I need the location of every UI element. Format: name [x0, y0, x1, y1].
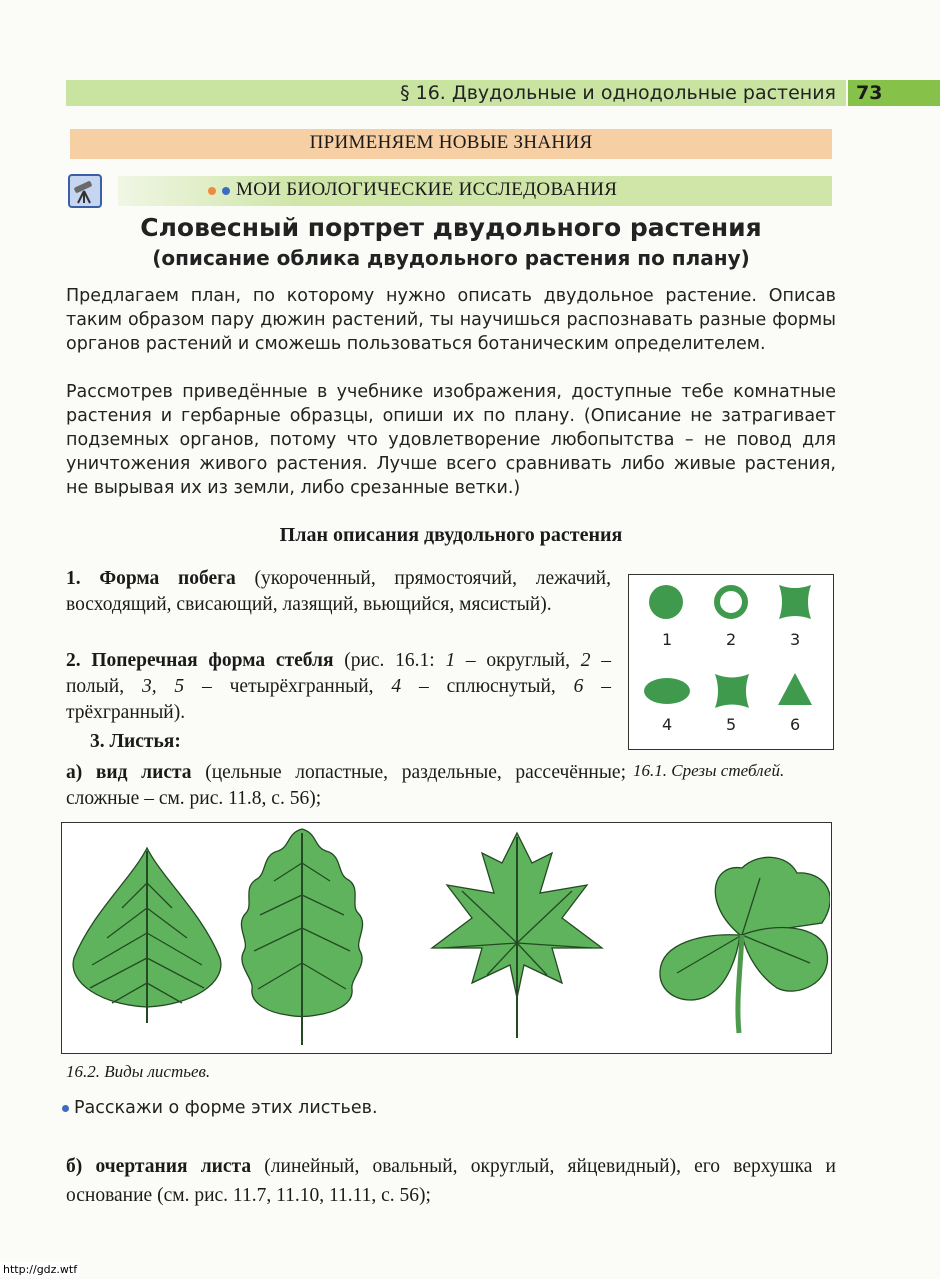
maple-leaf [432, 833, 602, 1038]
cross-section-label: 4 [662, 715, 673, 734]
question-label: Расскажи о форме этих листьев. [74, 1098, 378, 1118]
figure-caption-16-2: 16.2. Виды листьев. [66, 1062, 211, 1081]
intro-paragraph: Предлагаем план, по которому нужно описать двудольное растение. Описав таким образом пару дюжин растений, ты научишься распознавать разные формы органов растений и сможешь пользоваться ботаническим определителем. [66, 286, 836, 354]
blue-dot-icon [222, 187, 230, 195]
plan-item-shoot-form [66, 566, 611, 618]
item-text: – четырёхгранный, [184, 676, 392, 697]
item-text: – трёхгранный). [66, 676, 612, 723]
cross-section-hollow [717, 588, 745, 616]
cross-section-label: 2 [726, 630, 737, 649]
clover-leaf [660, 857, 830, 1033]
item-text: (линейный, овальный, округлый, яйцевидный), его верхушка и основание (см. рис. 11.7, 11.10, 11.11, с. 56); [66, 1156, 836, 1206]
item-text: (укороченный, прямостоячий, лежачий, восходящий, свисающий, лазящий, вьющийся, мясистый). [66, 568, 611, 615]
item-text: (цельные лопастные, раздельные, рассечённые; сложные – см. рис. 11.8, с. 56); [66, 762, 626, 809]
figure-stem-cross-sections [628, 574, 834, 750]
item-number: 4 [391, 676, 402, 697]
telescope-icon [68, 174, 102, 208]
item-text: – сплюснутый, [401, 676, 574, 697]
item-number: 6 [573, 676, 584, 697]
birch-leaf [73, 848, 221, 1023]
plan-item-leaf-outline [66, 1152, 836, 1210]
watermark: http://gdz.wtf [0, 1262, 80, 1277]
plan-title: План описания двудольного растения [279, 524, 623, 546]
research-banner-text [208, 179, 617, 201]
section-title: § 16. Двудольные и однодольные растения [400, 82, 836, 104]
oak-leaf [241, 829, 362, 1045]
item-number: 2 [580, 650, 591, 671]
plan-item-leaf-type [66, 760, 626, 812]
figure-caption-16-1: 16.1. Срезы стеблей. [633, 761, 785, 780]
orange-dot-icon [208, 187, 216, 195]
plan-item-leaves [90, 729, 181, 755]
item-heading: 2. Поперечная форма стебля [66, 650, 334, 671]
item-text: – округлый, [455, 650, 581, 671]
item-number: 1 [445, 650, 456, 671]
article-subtitle: (описание облика двудольного растения по плану) [152, 246, 750, 270]
cross-section-flat [644, 678, 690, 704]
figure-leaf-types [61, 822, 832, 1054]
item-heading: 1. Форма побега [66, 568, 236, 589]
cross-section-label: 3 [790, 630, 801, 649]
page-number: 73 [848, 80, 940, 106]
item-text: (рис. 16.1: [333, 650, 446, 671]
item-heading: а) вид листа [66, 762, 192, 783]
apply-banner-text: ПРИМЕНЯЕМ НОВЫЕ ЗНАНИЯ [309, 132, 593, 153]
cross-section-triangle [778, 673, 812, 705]
item-text: – полый, [66, 650, 611, 697]
cross-section-square-2 [715, 674, 749, 708]
item-heading: б) очертания листа [66, 1156, 252, 1177]
instructions-paragraph: Рассмотрев приведённые в учебнике изображения, доступные тебе комнатные растения и гербарные образцы, опиши их по плану. (Описание не затрагивает подземных органов, потому что удовлетворение любопытства – не повод для уничтожения живого растения. Лучше всего сравнивать либо живые растения, не вырывая их из земли, либо срезанные ветки.) [66, 382, 836, 498]
cross-section-label: 5 [726, 715, 737, 734]
plan-item-stem-form [66, 648, 611, 726]
cross-section-label: 6 [790, 715, 801, 734]
item-heading: 3. Листья: [90, 731, 181, 752]
cross-section-square [779, 585, 811, 619]
item-number: 3, 5 [141, 676, 185, 697]
bullet-icon [62, 1105, 69, 1112]
article-title: Словесный портрет двудольного растения [140, 213, 762, 242]
cross-section-label: 1 [662, 630, 673, 649]
cross-section-round [649, 585, 683, 619]
research-banner-label: МОИ БИОЛОГИЧЕСКИЕ ИССЛЕДОВАНИЯ [236, 179, 618, 200]
question-text [62, 1098, 378, 1118]
